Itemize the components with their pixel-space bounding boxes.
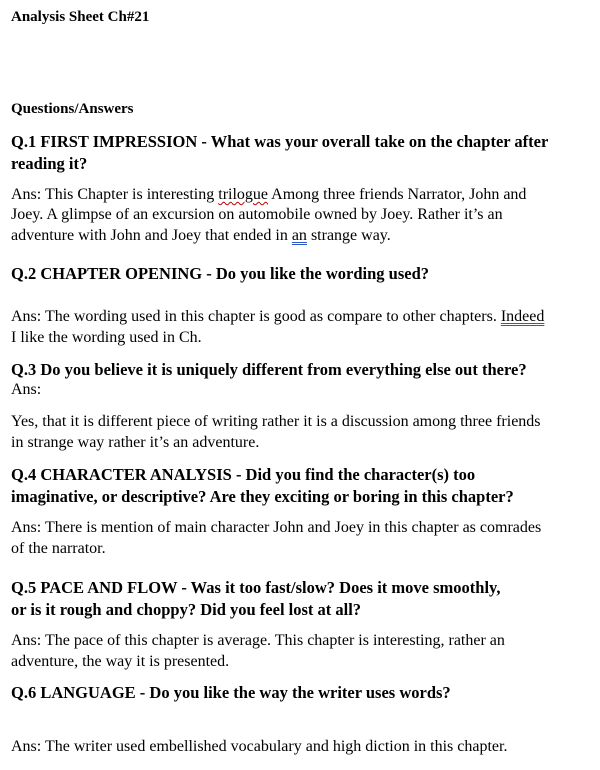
grammar-flag[interactable]: Indeed [500, 308, 545, 325]
question-1-line-2: reading it? [11, 154, 88, 173]
answer-3-line-2: in strange way rather it’s an adventure. [11, 434, 260, 451]
answer-4-line-1: Ans: There is mention of main character John and Joey in this chapter as comrades [11, 519, 542, 536]
question-2-line-1: Q.2 CHAPTER OPENING - Do you like the wording used? [11, 264, 430, 283]
answer-4-line-2: of the narrator. [11, 540, 106, 557]
answer-2-line-2: I like the wording used in Ch. [11, 329, 202, 346]
answer-3-line-1: Yes, that it is different piece of writing rather it is a discussion among three friends [11, 413, 541, 430]
spelling-flag[interactable]: trilogue [218, 186, 269, 203]
answer-6-line-1: Ans: The writer used embellished vocabulary and high diction in this chapter. [11, 738, 508, 755]
answer-1-text-c: adventure with John and Joey that ended in [11, 227, 292, 244]
grammar-flag[interactable]: an [291, 227, 307, 244]
answer-2-line-1 [11, 308, 544, 326]
answer-1-line-3 [11, 227, 391, 245]
question-4-line-2: imaginative, or descriptive? Are they exciting or boring in this chapter? [11, 487, 514, 506]
answer-1-line-2: Joey. A glimpse of an excursion on automobile owned by Joey. Rather it’s an [11, 206, 503, 223]
question-3-line-1: Q.3 Do you believe it is uniquely different from everything else out there? [11, 360, 527, 379]
answer-1-text-a: Ans: This Chapter is interesting [11, 186, 219, 203]
answer-2-text-a: Ans: The wording used in this chapter is good as compare to other chapters. [11, 308, 501, 325]
answer-3-label: Ans: [11, 381, 42, 398]
question-6-line-1: Q.6 LANGUAGE - Do you like the way the writer uses words? [11, 683, 451, 702]
question-4-line-1: Q.4 CHARACTER ANALYSIS - Did you find the character(s) too [11, 465, 476, 484]
question-1-line-1: Q.1 FIRST IMPRESSION - What was your overall take on the chapter after [11, 132, 549, 151]
answer-5-line-1: Ans: The pace of this chapter is average. This chapter is interesting, rather an [11, 632, 505, 649]
section-heading: Questions/Answers [11, 101, 134, 117]
question-5-line-1: Q.5 PACE AND FLOW - Was it too fast/slow? Does it move smoothly, [11, 578, 501, 597]
answer-1-text-d: strange way. [306, 227, 391, 244]
answer-1-line-1 [11, 186, 526, 204]
document-title: Analysis Sheet Ch#21 [11, 9, 150, 25]
question-5-line-2: or is it rough and choppy? Did you feel lost at all? [11, 600, 362, 619]
answer-1-text-b: Among three friends Narrator, John and [268, 186, 527, 203]
answer-5-line-2: adventure, the way it is presented. [11, 653, 230, 670]
